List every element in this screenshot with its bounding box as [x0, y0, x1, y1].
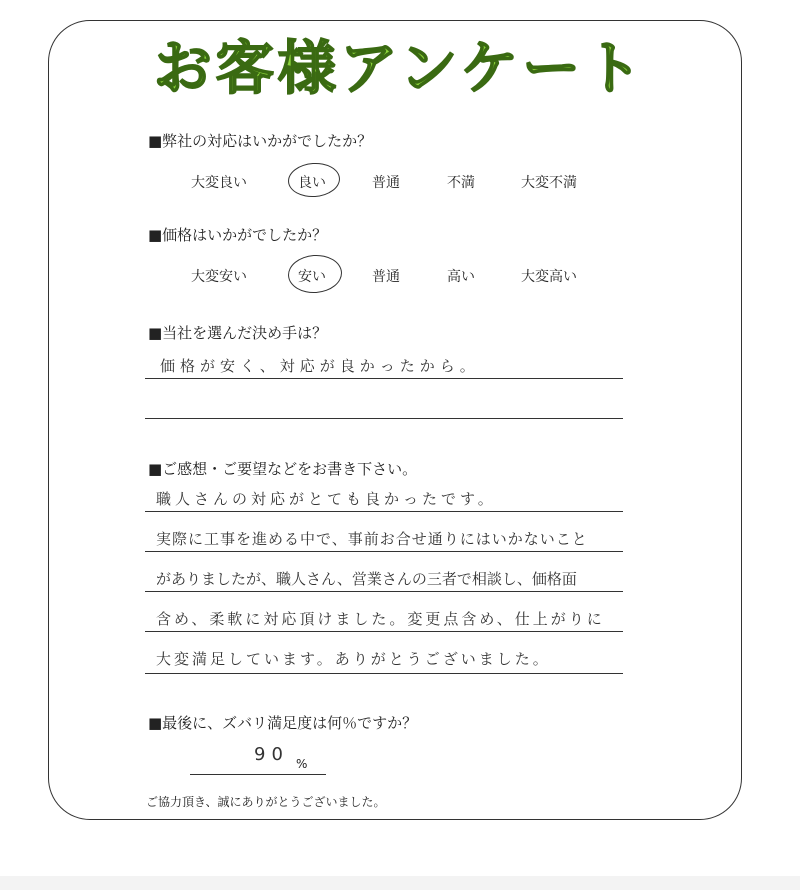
option-price-very-expensive[interactable]: 大変高い	[521, 269, 577, 285]
answer-rule	[145, 378, 623, 379]
answer-rule	[145, 511, 623, 512]
answer-rule	[145, 631, 623, 632]
answer-rule	[145, 673, 623, 674]
scan-edge	[0, 876, 800, 890]
question-reason: ■当社を選んだ決め手は？	[148, 324, 328, 342]
answer-comment-line: がありましたが、職人さん、営業さんの三者で相談し、価格面	[156, 570, 577, 588]
thank-you-note: ご協力頂き、誠にありがとうございました。	[146, 795, 386, 809]
answer-comment-line: 職人さんの対応がとても良かったです。	[156, 490, 497, 508]
question-comments: ■ご感想・ご要望などをお書き下さい。	[148, 460, 418, 478]
answer-rule	[145, 591, 623, 592]
question-satisfaction: ■最後に、ズバリ満足度は何％ですか？	[148, 714, 418, 732]
satisfaction-unit: %	[296, 757, 308, 771]
option-price-very-cheap[interactable]: 大変安い	[191, 269, 247, 285]
survey-title: お客様アンケート	[153, 34, 647, 102]
option-price-expensive[interactable]: 高い	[447, 269, 475, 285]
answer-comment-line: 実際に工事を進める中で、事前お合せ通りにはいかないこと	[156, 530, 588, 548]
satisfaction-value: 90	[254, 744, 289, 765]
answer-rule	[145, 418, 623, 419]
question-service: ■弊社の対応はいかがでしたか？	[148, 132, 373, 150]
answer-comment-line: 含め、柔軟に対応頂けました。変更点含め、仕上がりに	[156, 610, 605, 628]
option-service-very-dissatisfied[interactable]: 大変不満	[521, 175, 577, 191]
option-price-normal[interactable]: 普通	[372, 269, 400, 285]
option-service-good[interactable]: 良い	[298, 175, 326, 191]
answer-reason-line: 価格が安く、対応が良かったから。	[160, 357, 480, 375]
option-price-cheap[interactable]: 安い	[298, 269, 326, 285]
satisfaction-rule	[190, 774, 326, 775]
answer-rule	[145, 551, 623, 552]
option-service-normal[interactable]: 普通	[372, 175, 400, 191]
question-price: ■価格はいかがでしたか？	[148, 226, 328, 244]
answer-comment-line: 大変満足しています。ありがとうございました。	[156, 650, 551, 668]
option-service-very-good[interactable]: 大変良い	[191, 175, 247, 191]
option-service-dissatisfied[interactable]: 不満	[447, 175, 475, 191]
